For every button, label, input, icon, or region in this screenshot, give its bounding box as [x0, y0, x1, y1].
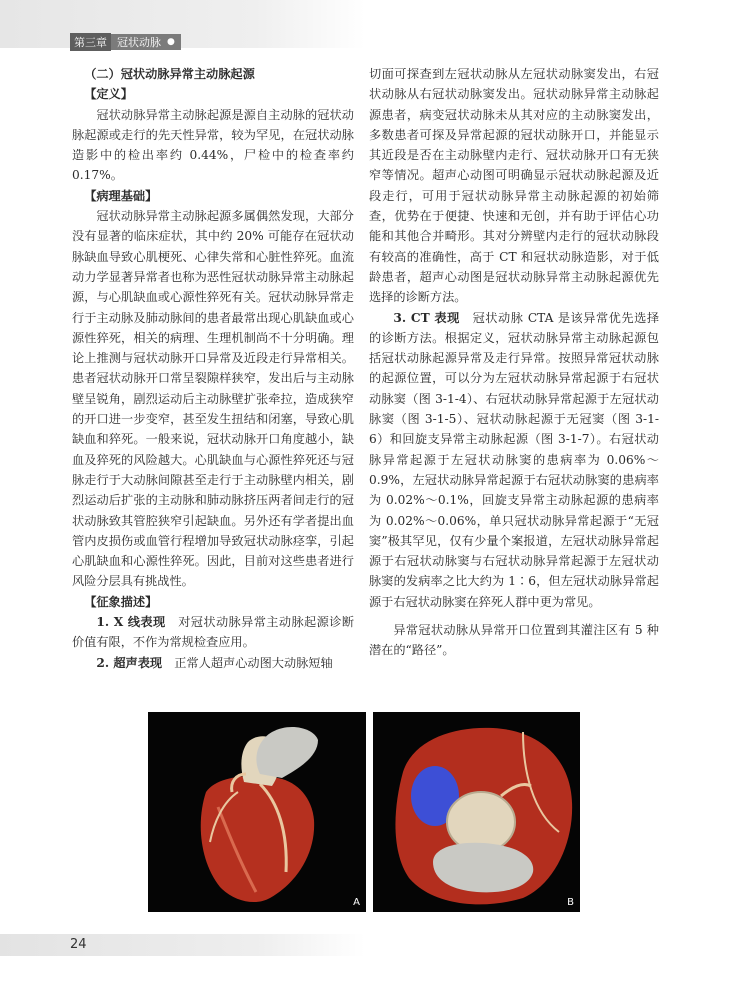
heart-render-superior [373, 712, 580, 912]
header-band [0, 0, 365, 48]
footer-band [0, 934, 365, 956]
echo-label: 2. 超声表现 [96, 655, 163, 670]
heart-render-anterior [148, 712, 366, 912]
left-column [72, 64, 354, 673]
echo-paragraph [72, 653, 354, 673]
echo-continued-text: 切面可探查到左冠状动脉从左冠状动脉窦发出，右冠状动脉从右冠状动脉窦发出。冠状动脉异常主动脉起源患者，病变冠状动脉未从其对应的主动脉窦发出，多数患者可探及异常起源的冠状动脉开口，并能显示其近段是否在主动脉壁内走行、冠状动脉开口有无狭窄等情况。超声心动图可明确显示冠状动脉起源及近段走行，可用于冠状动脉异常主动脉起源的初始筛查，优势在于便捷、快速和无创，并有助于评估心功能和其他合并畸形。其对分辨壁内走行的冠状动脉段有较高的准确性，高于 CT 和冠状动脉造影，对于低龄患者，超声心动图是冠状动脉异常主动脉起源优先选择的诊断方法。 [369, 67, 659, 305]
bullet-icon: ● [167, 37, 175, 47]
echo-text: 正常人超声心动图大动脉短轴 [174, 655, 333, 670]
ct-label: 3. CT 表现 [393, 310, 460, 325]
definition-text: 冠状动脉异常主动脉起源是源自主动脉的冠状动脉起源或走行的先天性异常，较为罕见，在冠状动脉造影中的检出率约 0.44%，尸检中的检查率约 0.17%。 [72, 107, 354, 183]
figure-b [373, 712, 580, 912]
xray-paragraph [72, 612, 354, 653]
chapter-tab [70, 34, 181, 50]
signs-heading: 【征象描述】 [84, 594, 158, 609]
chapter-title: 冠状动脉 [117, 36, 161, 49]
definition-heading: 【定义】 [84, 87, 133, 102]
right-column [369, 64, 659, 661]
xray-text: 对冠状动脉异常主动脉起源诊断价值有限，不作为常规检查应用。 [72, 615, 355, 650]
figure-a-label: A [353, 897, 360, 908]
paths-text: 异常冠状动脉从异常开口位置到其灌注区有 5 种潜在的“路径”。 [369, 623, 659, 658]
section-title: （二）冠状动脉异常主动脉起源 [84, 67, 255, 81]
chapter-number: 第三章 [70, 33, 111, 51]
figure-b-label: B [567, 897, 574, 908]
ct-paragraph [369, 308, 659, 612]
ct-text: 冠状动脉 CTA 是该异常优先选择的诊断方法。根据定义，冠状动脉异常主动脉起源包括冠状动脉起源异常及走行异常。按照异常冠状动脉的起源位置，可以分为左冠状动脉异常起源于右冠状动脉窦（图 3-1-4）、右冠状动脉异常起源于左冠状动脉窦（图 3-1-5）、冠状动脉起源于无冠窦（图 3-1-6）和回旋支异常主动脉起源（图 3-1-7）。右冠状动脉异常起源于左冠状动脉窦的患病率为 0.06%～0.9%，左冠状动脉异常起源于右冠状动脉窦的患病率为 0.02%～0.1%，回旋支异常主动脉起源的患病率为 0.02%～0.06%，单只冠状动脉异常起源于“无冠窦”极其罕见，仅有少量个案报道，左冠状动脉异常起源于右冠状动脉窦与右冠状动脉异常起源于左冠状动脉窦的发病率之比大约为 1∶6，但左冠状动脉异常起源于右冠状动脉窦在猝死人群中更为常见。 [369, 310, 660, 609]
pathology-heading: 【病理基础】 [84, 188, 158, 203]
figure-a [148, 712, 366, 912]
page-number: 24 [70, 937, 87, 952]
pathology-text: 冠状动脉异常主动脉起源多属偶然发现，大部分没有显著的临床症状，其中约 20% 可能存在冠状动脉缺血导致心肌梗死、心律失常和心脏性猝死。血流动力学显著异常者也称为恶性冠状动脉异常主动脉起源，与心肌缺血或心源性猝死有关。冠状动脉异常走行于主动脉及肺动脉间的患者最常出现心肌缺血或心源性猝死，相关的病理、生理机制尚不十分明确。理论上推测与冠状动脉开口异常及近段走行异常相关。患者冠状动脉开口常呈裂隙样狭窄，发出后与主动脉壁呈锐角，剧烈运动后主动脉壁扩张牵拉，造成狭窄的开口进一步变窄，甚至发生扭结和闭塞，导致心肌缺血和猝死。一般来说，冠状动脉开口角度越小，缺血及猝死的风险越大。心肌缺血与心源性猝死还与冠脉走行于大动脉间隙甚至走行于主动脉壁内相关，剧烈运动后扩张的主动脉和肺动脉挤压两者间走行的冠状动脉致其管腔狭窄引起缺血。另外还有学者提出血管内皮损伤或血管行程增加导致冠状动脉痉挛，引起心肌缺血和心源性猝死。因此，目前对这些患者进行风险分层具有挑战性。 [72, 209, 354, 589]
xray-label: 1. X 线表现 [96, 615, 166, 630]
